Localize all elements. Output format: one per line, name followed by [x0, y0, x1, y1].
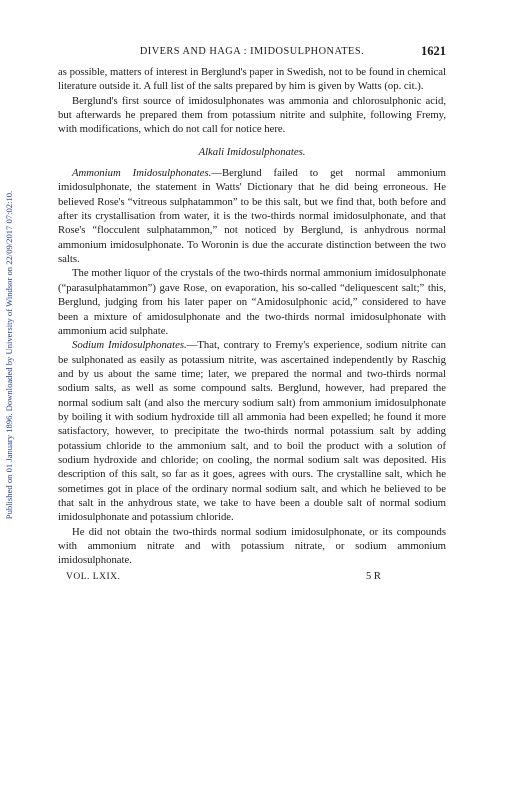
page-header — [58, 44, 446, 60]
signature-mark: 5 R — [366, 570, 381, 582]
download-watermark-text: Published on 01 January 1896. Downloaded by University of Windsor on 22/09/2017 07:02:10. — [4, 190, 14, 520]
section-heading: Alkali Imidosulphonates. — [198, 145, 306, 158]
paragraph-two-thirds: He did not obtain the two-thirds normal sodium imidosulphonate, or its compounds with ammonium nitrate and with potassium nitrate, or sodium ammonium imidosulphonate. — [58, 525, 446, 567]
download-watermark — [4, 90, 14, 620]
paragraph-continuation: as possible, matters of interest in Berglund's paper in Swedish, not to be found in chemical literature outside it. A full list of the salts prepared by him is given by Watts (op. cit.). — [58, 66, 446, 93]
paragraph-sodium — [58, 338, 446, 524]
page-footer — [58, 570, 446, 584]
run-in-heading-sodium: Sodium Imidosulphonates. — [72, 339, 187, 352]
page-number: 1621 — [421, 44, 446, 58]
paragraph-sodium-text: —That, contrary to Fremy's experience, sodium nitrite can be sulphonated as easily as potassium nitrite, was ascertained independently by Raschig and by us about the same time; later, we prepared the normal and two-thirds normal sodium salts, as well as some compound salts. Berglund, however, had prepared the normal sodium salt (and also the mercury sodium salt) from ammonium imidosulphonate by boiling it with sodium hydroxide till all ammonia had been expelled; he found it more satisfactory, however, to precipitate the two-thirds normal potassium salt by adding potassium chloride to the ammonium salt, and to boil the product with a solution of sodium hydroxide and chloride; on cooling, the normal sodium salt was deposited. His description of this salt, so far as it goes, agrees with ours. The crystalline salt, which he sometimes got in place of the ordinary normal sodium salt, and which he believed to be that salt in the anhydrous state, we take to have been a double salt of normal sodium imidosulphonate and potassium chloride. — [58, 339, 446, 524]
paragraph-ammonium — [58, 166, 446, 266]
paragraph-berglund-source: Berglund's first source of imidosulphonates was ammonia and chlorosulphonic acid, but afterwards he prepared them from potassium nitrite and sulphite, following Fremy, with modifications, which do not call for notice here. — [58, 94, 446, 136]
journal-page — [58, 44, 446, 584]
paragraph-ammonium-text: —Berglund failed to get normal ammonium imidosulphonate, the statement in Watts' Dictionary that he did being erroneous. He believed Rose's “vitreous sulphatammon” to be this salt, but we find that, both before and after its crystallisation from water, it is the two-thirds normal imidosulphonate, and that Rose's “flocculent sulphatammon,” not noticed by Berglund, is anhydrous normal ammonium imidosulphonate. To Woronin is due the accurate distinction between the two salts. — [58, 167, 446, 266]
paragraph-mother-liquor: The mother liquor of the crystals of the two-thirds normal ammonium imidosulphonate (“parasulphatammon”) gave Rose, on evaporation, his so-called “deliquescent salt;” this, Berglund, judging from his later paper on “Amidosulphonic acid,” considered to have been a mixture of amidosulphonate and the two-thirds normal imidosulphonate with ammonium acid sulphate. — [58, 267, 446, 337]
run-in-heading-ammonium: Ammonium Imidosulphonates. — [72, 167, 212, 180]
running-title: DIVERS AND HAGA : IMIDOSULPHONATES. — [139, 46, 365, 57]
volume-label: VOL. LXIX. — [66, 571, 121, 582]
